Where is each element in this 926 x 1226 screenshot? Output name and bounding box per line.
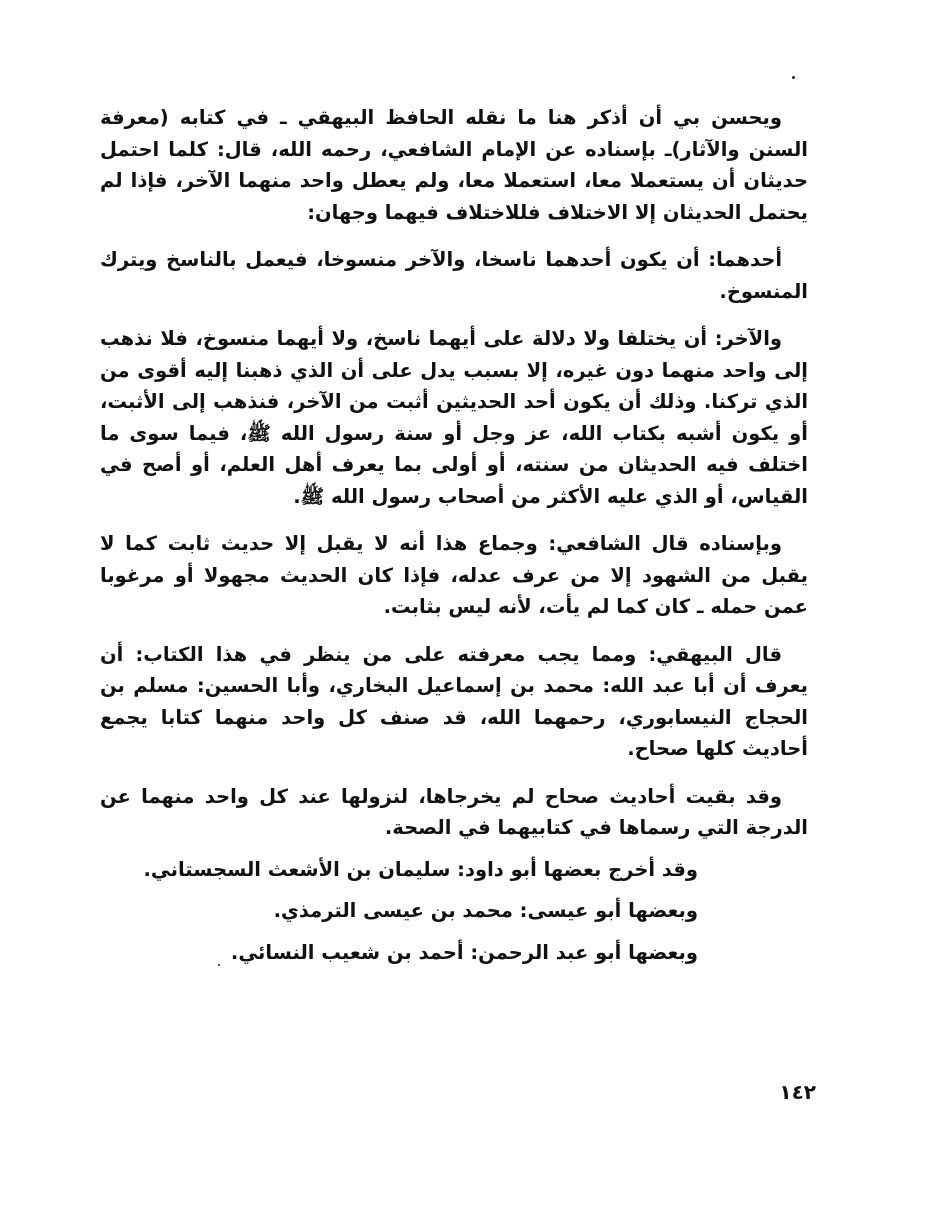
scan-speck [792,76,795,79]
body-text [100,102,808,978]
line-nasai: وبعضها أبو عبد الرحمن: أحمد بن شعيب النسائي. [230,940,698,964]
paragraph-intro: ويحسن بي أن أذكر هنا ما نقله الحافظ البيهقي ـ في كتابه (معرفة السنن والآثار)ـ بإسناده عن الإمام الشافعي، رحمه الله، قال: كلما احتمل حديثان أن يستعملا معا، استعملا معا، ولم يعطل واحد منهما الآخر، فإذا لم يحتمل الحديثان إلا الاختلاف فللاختلاف فيهما وجهان: [100,106,808,224]
paragraph-shafii-principle: وبإسناده قال الشافعي: وجماع هذا أنه لا يقبل إلا حديث ثابت كما لا يقبل من الشهود إلا من عرف عدله، فإذا كان الحديث مجهولا أو مرغوبا عمن حمله ـ كان كما لم يأت، لأنه ليس بثابت. [100,532,808,618]
paragraph-remaining-hadith: وقد بقيت أحاديث صحاح لم يخرجاها، لنزولها عند كل واحد منهما عن الدرجة التي رسماها في كتابيهما في الصحة. [100,784,808,839]
line-abu-dawud: وقد أخرج بعضها أبو داود: سليمان بن الأشعث السجستاني. [143,857,698,881]
paragraph-bayhaqi: قال البيهقي: ومما يجب معرفته على من ينظر في هذا الكتاب: أن يعرف أن أبا عبد الله: محمد بن إسماعيل البخاري، وأبا الحسين: مسلم بن الحجاج النيسابوري، رحمهما الله، قد صنف كل واحد منهما كتابا يجمع أحاديث كلها صحاح. [100,642,808,760]
paragraph-first-case: أحدهما: أن يكون أحدهما ناسخا، والآخر منسوخا، فيعمل بالناسخ ويترك المنسوخ. [100,248,808,303]
page-number: ١٤٢ [779,1080,816,1104]
paragraph-second-case: والآخر: أن يختلفا ولا دلالة على أيهما ناسخ، ولا أيهما منسوخ، فلا نذهب إلى واحد منهما دون غيره، إلا بسبب يدل على أن الذي ذهبنا إليه أقوى من الذي تركنا. وذلك أن يكون أحد الحديثين أثبت من الآخر، فنذهب إلى الأثبت، أو يكون أشبه بكتاب الله، عز وجل أو سنة رسول الله ﷺ، فيما سوى ما اختلف فيه الحديثان من سنته، أو أولى بما يعرف أهل العلم، أو أصح في القياس، أو الذي عليه الأكثر من أصحاب رسول الله ﷺ. [100,327,808,508]
line-tirmidhi: وبعضها أبو عيسى: محمد بن عيسى الترمذي. [273,899,698,922]
